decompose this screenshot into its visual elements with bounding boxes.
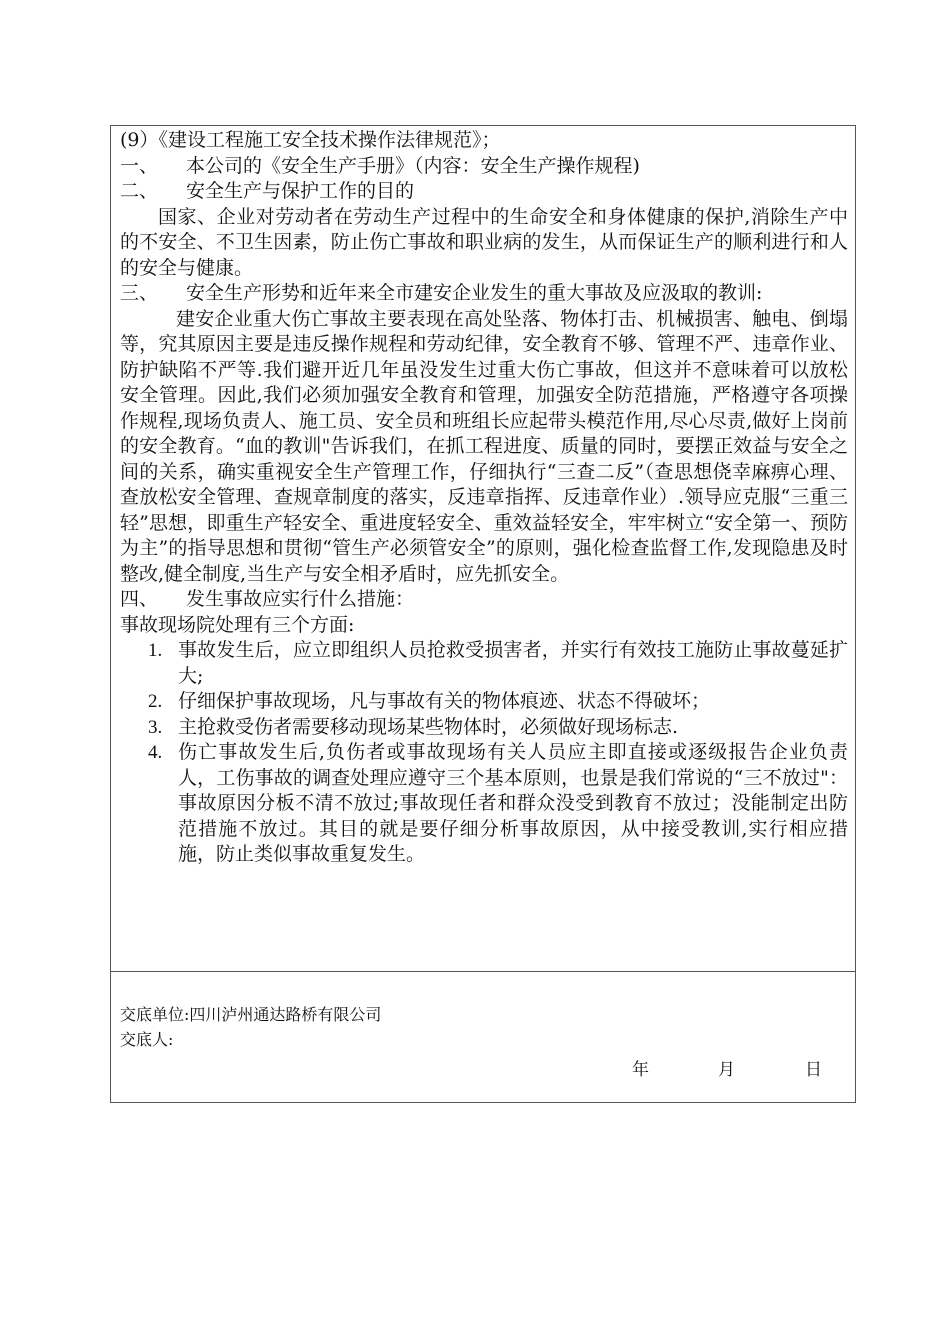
section-4-title: 发生事故应实行什么措施： xyxy=(186,588,415,610)
section-3-number: 三、 xyxy=(120,282,159,304)
item-9: (9）《建设工程施工安全技术操作法律规范》； xyxy=(120,129,501,151)
section-2-body: 国家、企业对劳动者在劳动生产过程中的生命安全和身体健康的保护,消除生产中的不安全、不卫生因素，防止伤亡事故和职业病的发生，从而保证生产的顺利进行和人的安全与健康。 xyxy=(120,205,848,279)
section-1-title: 本公司的《安全生产手册》（内容：安全生产操作规程) xyxy=(186,154,640,177)
list-item: 2. 仔细保护事故现场，凡与事故有关的物体痕迹、状态不得破坏； xyxy=(148,690,711,712)
measures-list xyxy=(120,638,848,868)
section-2-heading xyxy=(120,179,848,205)
section-4-heading xyxy=(120,587,848,613)
section-3-title: 安全生产形势和近年来全市建安企业发生的重大事故及应汲取的教训: xyxy=(186,282,763,304)
list-item: 4. 伤亡事故发生后,负伤者或事故现场有关人员应主即直接或逐级报告企业负责人，工伤事故的调查处理应遵守三个基本原则，也景是我们常说的“三不放过"：事故原因分板不清不放过;事故现任者和群众没受到教育不放过；没能制定出防范措施不放过。其目的就是要仔细分析事故原因，从中接受教训,实行相应措施，防止类似事故重复发生。 xyxy=(148,741,848,865)
date-line xyxy=(120,1052,848,1092)
row-divider xyxy=(111,971,855,972)
section-3-body: 建安企业重大伤亡事故主要表现在高处坠落、物体打击、机械损害、触电、倒塌等，究其原因主要是违反操作规程和劳动纪律，安全教育不够、管理不严、违章作业、防护缺陷不严等.我们避开近几年虽没发生过重大伤亡事故，但这并不意味着可以放松安全管理。因此,我们必须加强安全教育和管理，加强安全防范措施，严格遵守各项操作规程,现场负责人、施工员、安全员和班组长应起带头模范作用,尽心尽责,做好上岗前的安全教育。“血的教训"告诉我们，在抓工程进度、质量的同时，要摆正效益与安全之间的关系，确实重视安全生产管理工作，仔细执行“三查二反”（查思想侥幸麻痹心理、查放松安全管理、查规章制度的落实，反违章指挥、反违章作业）.领导应克服“三重三轻”思想，即重生产轻安全、重进度轻安全、重效益轻安全，牢牢树立“安全第一、预防为主”的指导思想和贯彻“管生产必须管安全”的原则，强化检查监督工作,发现隐患及时整改,健全制度,当生产与安全相矛盾时，应先抓安全。 xyxy=(120,307,848,585)
section-2-number: 二、 xyxy=(120,180,159,202)
document-table xyxy=(110,125,856,1103)
issuing-unit: 交底单位:四川泸州通达路桥有限公司 xyxy=(120,1005,382,1024)
section-1-number: 一、 xyxy=(120,154,159,177)
date-year-label: 年 xyxy=(632,1060,649,1080)
issuing-person: 交底人: xyxy=(120,1030,174,1049)
list-item: 1. 事故发生后，应立即组织人员抢救受损害者，并实行有效技工施防止事故蔓延扩大; xyxy=(148,639,848,687)
date-day-label: 日 xyxy=(805,1060,822,1080)
section-4-number: 四、 xyxy=(120,588,159,610)
content-cell xyxy=(120,128,848,868)
date-month-label: 月 xyxy=(718,1060,735,1080)
signature-cell xyxy=(120,1002,848,1092)
section-1-heading xyxy=(120,154,848,180)
section-4-intro: 事故现场院处理有三个方面: xyxy=(120,613,355,636)
list-item: 3. 主抢救受伤者需要移动现场某些物体时，必须做好现场标志. xyxy=(148,715,679,738)
section-2-title: 安全生产与保护工作的目的 xyxy=(186,180,415,202)
section-3-heading xyxy=(120,281,848,307)
